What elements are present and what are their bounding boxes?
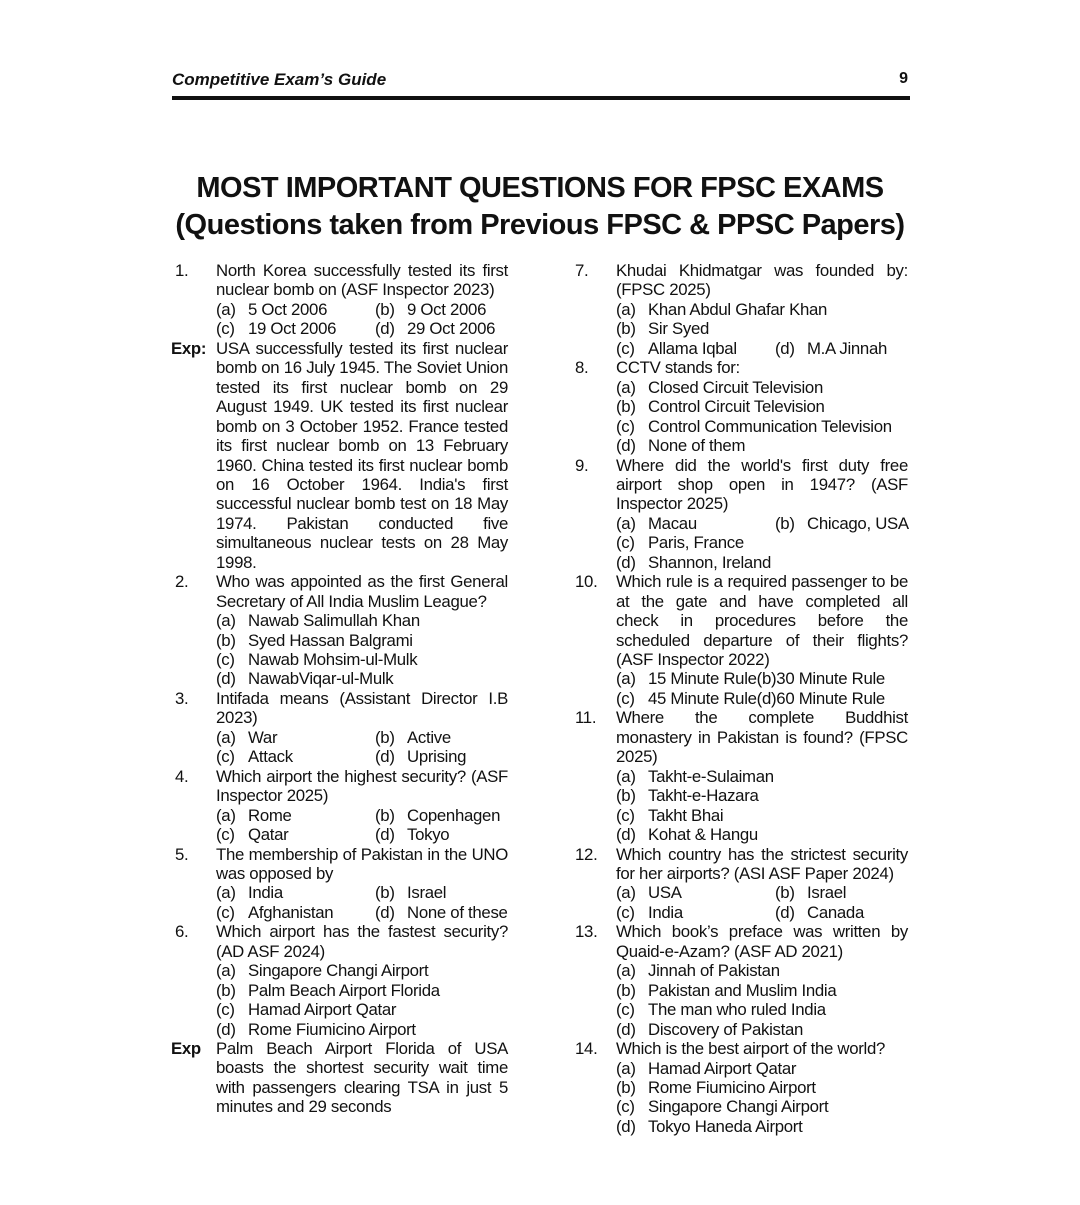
option-a: Singapore Changi Airport	[248, 961, 429, 981]
option-d: 29 Oct 2006	[407, 319, 496, 339]
question-text: North Korea successfully tested its first nuclear bomb on (ASF Inspector 2023)	[216, 261, 508, 300]
question-12	[563, 845, 908, 923]
option-row: (a) India (b) Israel	[216, 883, 447, 903]
question-text: Which is the best airport of the world?	[616, 1039, 886, 1059]
question-8: 8. CCTV stands for: (a) Closed Circuit Television (b) Control Circuit Television (c) Control Communication Television (d) None of them	[563, 358, 908, 455]
question-text: Which country has the strictest security for her airports? (ASI ASF Paper 2024)	[616, 844, 908, 884]
question-number: 9.	[575, 455, 589, 475]
option-row: (a) Rome (b) Copenhagen	[216, 805, 501, 825]
option-row: (a) Macau (b) Chicago, USA	[616, 513, 909, 533]
option-d: Tokyo	[407, 825, 450, 845]
question-number: 6.	[175, 922, 189, 942]
question-number: 11.	[575, 708, 597, 728]
question-text: Khudai Khidmatgar was founded by: (FPSC 2025)	[616, 261, 908, 300]
question-number: 10.	[575, 572, 598, 592]
option-a: USA	[648, 883, 682, 903]
question-number: 8.	[575, 358, 589, 378]
question-text: Which airport has the fastest security? (AD ASF 2024)	[216, 922, 508, 961]
question-text: Which rule is a required passenger to be at the gate and have completed all check in procedures before the scheduled departure of their flights? (ASF Inspector 2022)	[616, 572, 908, 670]
option-a: War	[248, 727, 278, 747]
question-number: 2.	[175, 572, 189, 592]
question-3	[163, 689, 508, 767]
option-d: Tokyo Haneda Airport	[648, 1116, 803, 1136]
option-row: (c) Allama Iqbal (d) M.A Jinnah	[616, 338, 888, 358]
option-c: Control Communication Television	[648, 416, 892, 436]
option-d: M.A Jinnah	[807, 338, 888, 358]
page-title: MOST IMPORTANT QUESTIONS FOR FPSC EXAMS	[196, 172, 884, 204]
option-d: Rome Fiumicino Airport	[248, 1019, 416, 1039]
option-c: Nawab Mohsim-ul-Mulk	[248, 650, 418, 670]
question-text: Which airport the highest security? (ASF Inspector 2025)	[216, 766, 508, 806]
explanation-1	[163, 339, 508, 572]
option-row: (a) USA (b) Israel	[616, 883, 847, 903]
option-c: Allama Iqbal	[648, 338, 737, 358]
option-a: Takht-e-Sulaiman	[648, 766, 774, 786]
option-d: NawabViqar-ul-Mulk	[248, 669, 394, 689]
option-d: Uprising	[407, 747, 467, 767]
explanation-label: Exp:	[171, 338, 207, 358]
option-d: Shannon, Ireland	[648, 552, 772, 572]
option-b: Pakistan and Muslim India	[648, 980, 837, 1000]
explanation-text: Palm Beach Airport Florida of USA boasts the shortest security wait time with passengers clearing TSA in just 5 minutes and 29 seconds	[216, 1039, 508, 1117]
question-14: 14. Which is the best airport of the world? (a) Hamad Airport Qatar (b) Rome Fiumicino Airport (c) Singapore Changi Airport (d) Tokyo Haneda Airport	[563, 1039, 908, 1136]
explanation-label: Exp	[171, 1039, 201, 1058]
option-b: Takht-e-Hazara	[648, 786, 759, 806]
question-text: Where the complete Buddhist monastery in Pakistan is found? (FPSC 2025)	[616, 708, 908, 767]
right-column	[563, 261, 908, 1136]
page-number: 9	[899, 70, 908, 87]
question-text: Intifada means (Assistant Director I.B 2023)	[216, 688, 508, 728]
option-c: Hamad Airport Qatar	[248, 1000, 397, 1020]
option-d: None of these	[407, 902, 508, 922]
question-2: 2. Who was appointed as the first General Secretary of All India Muslim League? (a) Nawab Salimullah Khan (b) Syed Hassan Balgrami (c) Nawab Mohsim-ul-Mulk (d) NawabViqar-ul-Mulk	[175, 572, 508, 689]
explanation-6	[163, 1039, 508, 1117]
option-row: (c) Qatar (d) Tokyo	[216, 825, 450, 845]
question-11: 11. Where the complete Buddhist monastery in Pakistan is found? (FPSC 2025) (a) Takht-e-Sulaiman (b) Takht-e-Hazara (c) Takht Bhai (d) Kohat & Hangu	[575, 708, 908, 845]
option-b: Syed Hassan Balgrami	[248, 630, 413, 650]
option-b: Chicago, USA	[807, 513, 909, 533]
left-column	[163, 261, 508, 1117]
option-row: (c) Attack (d) Uprising	[216, 747, 467, 767]
question-text: Where did the world's first duty free airport shop open in 1947? (ASF Inspector 2025)	[616, 455, 908, 514]
option-b: Active	[407, 727, 451, 747]
running-header	[172, 70, 910, 100]
option-row: (c) 19 Oct 2006 (d) 29 Oct 2006	[216, 319, 496, 339]
question-number: 7.	[575, 261, 589, 280]
option-row: (c) Afghanistan (d) None of these	[216, 902, 508, 922]
question-1	[163, 261, 508, 339]
option-a: 5 Oct 2006	[248, 299, 328, 319]
option-row: (c) India (d) Canada	[616, 902, 864, 922]
question-number: 4.	[175, 766, 189, 786]
book-title: Competitive Exam’s Guide	[172, 70, 387, 89]
option-b: Palm Beach Airport Florida	[248, 980, 440, 1000]
page-subtitle: (Questions taken from Previous FPSC & PPSC Papers)	[175, 209, 905, 241]
option-b: Israel	[407, 883, 447, 903]
option-c-d: 45 Minute Rule(d)60 Minute Rule	[648, 688, 885, 708]
explanation-text: USA successfully tested its first nuclear bomb on 16 July 1945. The Soviet Union tested its first nuclear bomb on 29 August 1949. UK tested its first nuclear bomb on 3 October 1952. France tested its first nuclear bomb on 13 February 1960. China tested its first nuclear bomb on 16 October 1964. India's first successful nuclear bomb test on 18 May 1974. Pakistan conducted five simultaneous nuclear tests on 28 May 1998.	[216, 338, 508, 572]
option-b: Copenhagen	[407, 805, 501, 825]
question-7: 7. Khudai Khidmatgar was founded by: (FPSC 2025) (a) Khan Abdul Ghafar Khan (b) Sir Syed (c) Allama Iqbal (d) M.A Jinnah	[575, 261, 908, 358]
question-text: Which book’s preface was written by Quaid-e-Azam? (ASF AD 2021)	[616, 922, 908, 961]
option-b: Control Circuit Television	[648, 397, 825, 417]
question-10: 10. Which rule is a required passenger to be at the gate and have completed all check in procedures before the scheduled departure of their flights? (ASF Inspector 2022) (a) 15 Minute Rule(b)30 Minute Rule (c) 45 Minute Rule(d)60 Minute Rule	[575, 572, 908, 708]
option-a: India	[248, 883, 283, 903]
option-a: Khan Abdul Ghafar Khan	[648, 299, 828, 319]
option-c: India	[648, 902, 683, 922]
option-c: Singapore Changi Airport	[648, 1097, 829, 1117]
question-number: 12.	[575, 844, 598, 864]
question-number: 13.	[575, 922, 598, 942]
option-d: Discovery of Pakistan	[648, 1019, 804, 1039]
option-row: (a) 5 Oct 2006 (b) 9 Oct 2006	[216, 299, 487, 319]
option-d: Canada	[807, 902, 864, 922]
option-a: Macau	[648, 513, 697, 533]
option-a: Hamad Airport Qatar	[648, 1058, 797, 1078]
option-b: Israel	[807, 883, 847, 903]
question-number: 3.	[175, 688, 189, 708]
question-13: 13. Which book’s preface was written by Quaid-e-Azam? (ASF AD 2021) (a) Jinnah of Pakistan (b) Pakistan and Muslim India (c) The man who ruled India (d) Discovery of Pakistan	[575, 922, 908, 1039]
option-c: 19 Oct 2006	[248, 319, 337, 339]
option-d: Kohat & Hangu	[648, 825, 758, 845]
option-c: Afghanistan	[248, 902, 334, 922]
option-a: Rome	[248, 805, 292, 825]
option-c: Qatar	[248, 825, 289, 845]
option-c: Takht Bhai	[648, 805, 724, 825]
question-4	[163, 767, 508, 845]
question-6: 6. Which airport has the fastest security? (AD ASF 2024) (a) Singapore Changi Airport (b) Palm Beach Airport Florida (c) Hamad Airport Qatar (d) Rome Fiumicino Airport	[175, 922, 508, 1039]
option-c: Paris, France	[648, 533, 744, 553]
question-9: 9. Where did the world's first duty free airport shop open in 1947? (ASF Inspector 2025) (a) Macau (b) Chicago, USA (c) Paris, France (d) Shannon, Ireland	[575, 455, 909, 572]
option-a: Closed Circuit Television	[648, 377, 823, 397]
option-c: Attack	[248, 747, 293, 767]
option-b: Sir Syed	[648, 319, 710, 339]
question-text: CCTV stands for:	[616, 358, 740, 378]
option-d: None of them	[648, 436, 746, 456]
question-text: The membership of Pakistan in the UNO was opposed by	[216, 844, 508, 883]
option-c: The man who ruled India	[648, 1000, 826, 1020]
question-5	[163, 845, 508, 923]
question-number: 14.	[575, 1039, 598, 1059]
option-b: 9 Oct 2006	[407, 299, 487, 319]
option-a-b: 15 Minute Rule(b)30 Minute Rule	[648, 669, 885, 689]
question-number: 5.	[175, 844, 189, 864]
option-b: Rome Fiumicino Airport	[648, 1077, 816, 1097]
question-text: Who was appointed as the first General Secretary of All India Muslim League?	[216, 572, 508, 611]
option-a: Nawab Salimullah Khan	[248, 611, 420, 631]
option-a: Jinnah of Pakistan	[648, 961, 780, 981]
question-number: 1.	[175, 261, 189, 280]
option-row: (a) War (b) Active	[216, 727, 451, 747]
